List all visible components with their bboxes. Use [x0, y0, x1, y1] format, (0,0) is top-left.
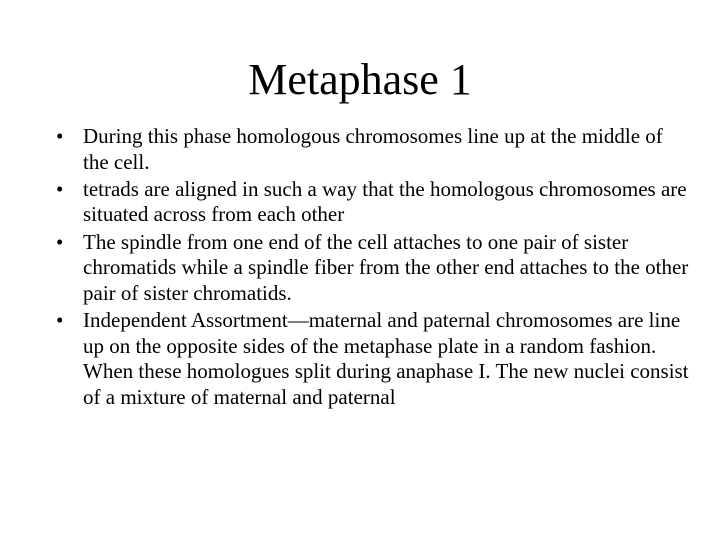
- bullet-item: [50, 177, 690, 228]
- bullet-marker: •: [56, 124, 64, 148]
- bullet-text: The spindle from one end of the cell attaches to one pair of sister chromatids while a spindle fiber from the other end attaches to the other pair of sister chromatids.: [83, 229, 689, 305]
- bullet-text: Independent Assortment—maternal and paternal chromosomes are line up on the opposite sides of the metaphase plate in a random fashion. When these homologues split during anaphase I. The new nuclei consist of a mixture of maternal and paternal: [83, 307, 689, 409]
- bullet-item: [50, 124, 690, 175]
- bullet-text: tetrads are aligned in such a way that the homologous chromosomes are situated across from each other: [83, 176, 687, 227]
- slide-title: Metaphase 1: [248, 55, 472, 104]
- bullet-marker: •: [56, 307, 64, 332]
- bullet-item: [50, 308, 690, 410]
- bullet-list: [50, 124, 690, 412]
- bullet-text: During this phase homologous chromosomes line up at the middle of the cell.: [83, 124, 663, 174]
- bullet-marker: •: [56, 176, 64, 201]
- bullet-marker: •: [56, 229, 64, 254]
- bullet-item: [50, 230, 690, 307]
